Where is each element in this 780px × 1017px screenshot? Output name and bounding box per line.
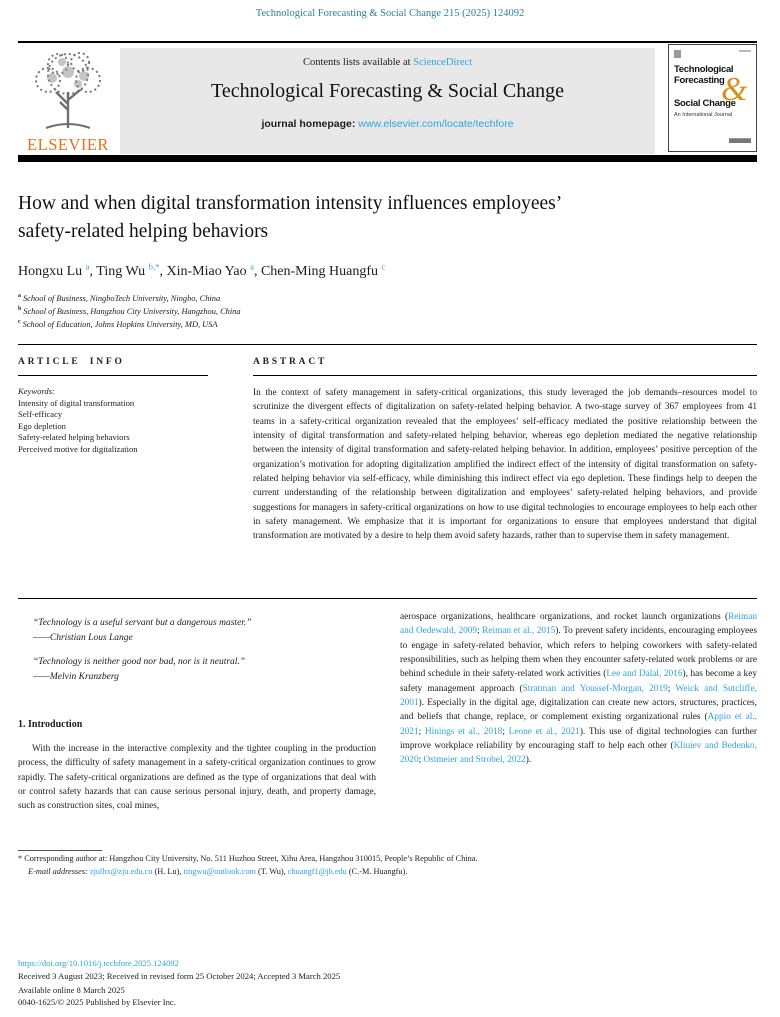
corresponding-author-footnote: * Corresponding author at: Hangzhou City University, No. 511 Huzhou Street, Xihu Area, Hangzhou 310015, People’s Republic of China. [18, 854, 478, 863]
running-head-citation[interactable]: Technological Forecasting & Social Change 215 (2025) 124092 [255, 8, 525, 19]
homepage-prefix: journal homepage: [261, 118, 359, 130]
text-run: ), has become a key safety management approach ( [400, 669, 757, 694]
text-run: ). [525, 755, 532, 766]
affiliation-list [18, 292, 738, 331]
article-title-line2: safety-related helping behaviors [18, 221, 269, 242]
text-run: , Chen-Ming Huangfu [253, 264, 382, 279]
body-right-column [400, 610, 757, 768]
journal-title: Technological Forecasting & Social Change [211, 80, 564, 102]
article-title [18, 190, 718, 246]
citation-link[interactable]: Ostmeier and Strobel, 2022 [423, 755, 526, 766]
text-run: ; [502, 726, 509, 737]
cover-top-decoration [674, 50, 751, 60]
keyword-item: Intensity of digital transformation [18, 397, 135, 408]
cover-title-line1: Technological [674, 64, 734, 75]
text-run: , Ting Wu [89, 264, 149, 279]
author-sup-b-corresponding[interactable]: b,* [148, 261, 160, 272]
citation-link[interactable]: Weick and Sutcliffe, 2001 [400, 683, 757, 709]
abstract-bottom-rule [18, 598, 757, 599]
cover-subtitle: An International Journal [674, 112, 733, 118]
contents-prefix: Contents lists available at [302, 57, 414, 68]
abstract-heading: ABSTRACT [253, 357, 328, 367]
text-run: , Xin-Miao Yao [159, 264, 251, 279]
epigraph-attrib-2: ——Melvin Kranzberg [33, 672, 119, 682]
doi-link[interactable]: https://doi.org/10.1016/j.techfore.2025.124092 [18, 958, 179, 968]
affiliation-c [18, 318, 738, 331]
received-dates-line: Received 3 August 2023; Received in revised form 25 October 2024; Accepted 3 March 2025 [18, 971, 341, 981]
text-run: ; [477, 626, 483, 637]
abstract-text: In the context of safety management in safety-critical organizations, this study leveraged the job demands–resources model to scrutinize the divergent effects of digitalization on safety-related helping behavior. A two-stage survey of 367 employees from 41 teams in a safety-critical organization revealed that the employees’ self-efficacy mediated the positive relationship between the intensity of digital transformation and safety-related helping behavior, whereas ego depletion mediated the negative relationship between the intensity of digital transformation and safety-related helping behavior. In addition, employees’ positive perception of the organization’s motivation for adopting digitalization amplified the indirect effect of the intensity of digital transformation on safety-related helping behavior via self-efficacy, while diminishing this indirect effect via ego depletion. These findings help to deepen the current understanding of the relationship between digitalization and employees’ safety-related helping behaviors, and provide suggestions for managers in safety-critical organizations on how to use digital technologies to encourage employees to help each other in safety management. We emphasize that it is important for organizations to ensure that employees understand that digital transformation are motivated by a desire to help them avoid safety hazards, rather than to supervise them in safety management. [253, 388, 757, 542]
keyword-item: Self-efficacy [18, 409, 63, 420]
epigraph-attrib-1: ——Christian Lous Lange [33, 633, 133, 643]
text-run: ; [667, 683, 676, 694]
text-run: b [18, 306, 22, 313]
epigraph-quote-1: “Technology is a useful servant but a dangerous master.” [33, 618, 252, 628]
article-info-heading: ARTICLE INFO [18, 357, 125, 367]
epigraph-quote-2: “Technology is neither good nor bad, nor is it neutral.” [33, 657, 246, 667]
journal-cover-thumbnail[interactable] [668, 44, 757, 152]
contents-lists-line [120, 57, 655, 68]
email-addresses-footnote [28, 867, 757, 876]
text-run: Hongxu Lu [18, 264, 86, 279]
text-run: aerospace organizations, healthcare organizations, and rocket launch organizations ( [400, 612, 729, 622]
cover-volume-decoration [739, 50, 751, 52]
cover-mini-tree-icon [674, 50, 681, 58]
issn-copyright-line: 0040-1625/© 2025 Published by Elsevier Inc. [18, 997, 176, 1007]
keyword-item: Ego depletion [18, 420, 66, 431]
elsevier-wordmark: ELSEVIER [27, 135, 109, 154]
keywords-label: Keywords: [18, 386, 55, 396]
abstract-rule [253, 375, 757, 376]
author-sup-a[interactable]: a [250, 261, 254, 272]
cover-title-line3: Social Change [674, 98, 736, 109]
text-run: (C.-M. Huangfu). [346, 867, 408, 876]
text-run: a [18, 293, 21, 300]
citation-link[interactable]: Stratman and Youssef-Morgan, 2019 [522, 683, 668, 694]
article-title-line1: How and when digital transformation intensity influences employees’ [18, 193, 563, 214]
author-sup-a[interactable]: a [85, 261, 90, 272]
email-link[interactable]: zjulhx@zju.edu.cn [89, 867, 153, 876]
citation-link[interactable]: Leone et al., 2021 [508, 726, 580, 737]
homepage-url-link[interactable]: www.elsevier.com/locate/techfore [358, 118, 514, 130]
author-list [18, 261, 738, 280]
article-info-rule [18, 375, 208, 376]
elsevier-logo[interactable] [18, 48, 118, 154]
author-sup-c[interactable]: c [381, 261, 386, 272]
available-online-line: Available online 8 March 2025 [18, 985, 125, 995]
header-thick-rule [18, 155, 757, 162]
affiliation-b [18, 305, 738, 318]
citation-link[interactable]: Reiman et al., 2015 [482, 626, 556, 637]
text-run: ). To prevent safety incidents, encouraging employees to engage in safety-related behavior, which refers to helping coworkers with safety-related responsibilities, such as helping them when they encounter safety-related work problems or are behind schedule in their safety-related work activities ( [400, 626, 757, 680]
cover-title-line2: Forecasting [674, 75, 725, 86]
text-run: (H. Lu), [152, 867, 184, 876]
citation-link[interactable]: Hinings et al., 2018 [424, 726, 503, 737]
footnote-rule [18, 850, 102, 851]
keywords-block [18, 386, 228, 456]
intro-paragraph-left: With the increase in the interactive complexity and the tighter coupling in the production process, the difficulty of safety management in a safety-critical organization continues to grow rapidly. The safety-critical organizations are defined as the type of organizations that deal with or control safety hazards that can cause serious personal injury, death, and property damage, such as construction sites, coal mines, [18, 744, 376, 812]
journal-homepage-line [120, 118, 655, 130]
journal-masthead-box [120, 48, 655, 154]
text-run: ; [418, 726, 425, 737]
citation-link[interactable]: Reiman and Oedewald, 2009 [400, 612, 757, 637]
text-run: ). Especially in the digital age, digitalization can create new actors, structures, practices, and beliefs that change, replace, or complement existing organizational rules ( [400, 698, 757, 723]
citation-link[interactable]: Lee and Dalal, 2016 [606, 669, 683, 680]
cover-bottom-decoration [729, 138, 751, 143]
header-top-rule [18, 41, 757, 43]
body-left-column [18, 610, 376, 814]
text-run: School of Education, Johns Hopkins University, MD, USA [22, 320, 218, 329]
email-link[interactable]: tingwu@outlook.com [183, 867, 256, 876]
text-run: School of Business, Hangzhou City University, Hangzhou, China [23, 307, 241, 316]
cover-ampersand: & [721, 71, 748, 108]
sciencedirect-link[interactable]: ScienceDirect [413, 57, 473, 68]
email-link[interactable]: chuangf1@jh.edu [287, 867, 347, 876]
keyword-item: Safety-related helping behaviors [18, 432, 130, 443]
elsevier-tree-icon [26, 48, 110, 134]
text-run: E-mail addresses: [28, 867, 90, 876]
text-run: School of Business, NingboTech University, Ningbo, China [22, 294, 221, 303]
keyword-item: Perceived motive for digitalization [18, 443, 138, 454]
citation-link[interactable]: Appio et al., 2021 [400, 712, 757, 737]
section-1-heading: 1. Introduction [18, 719, 83, 730]
text-run: (T. Wu), [255, 867, 288, 876]
text-run: c [18, 319, 21, 326]
citation-link[interactable]: Kliuiev and Bedenko, 2020 [400, 741, 757, 766]
text-run: ). This use of digital technologies can further improve workplace reliability by encouraging staff to help each other ( [400, 726, 757, 752]
text-run: ; [418, 755, 424, 766]
affiliation-a [18, 292, 738, 305]
title-block-rule [18, 344, 757, 345]
